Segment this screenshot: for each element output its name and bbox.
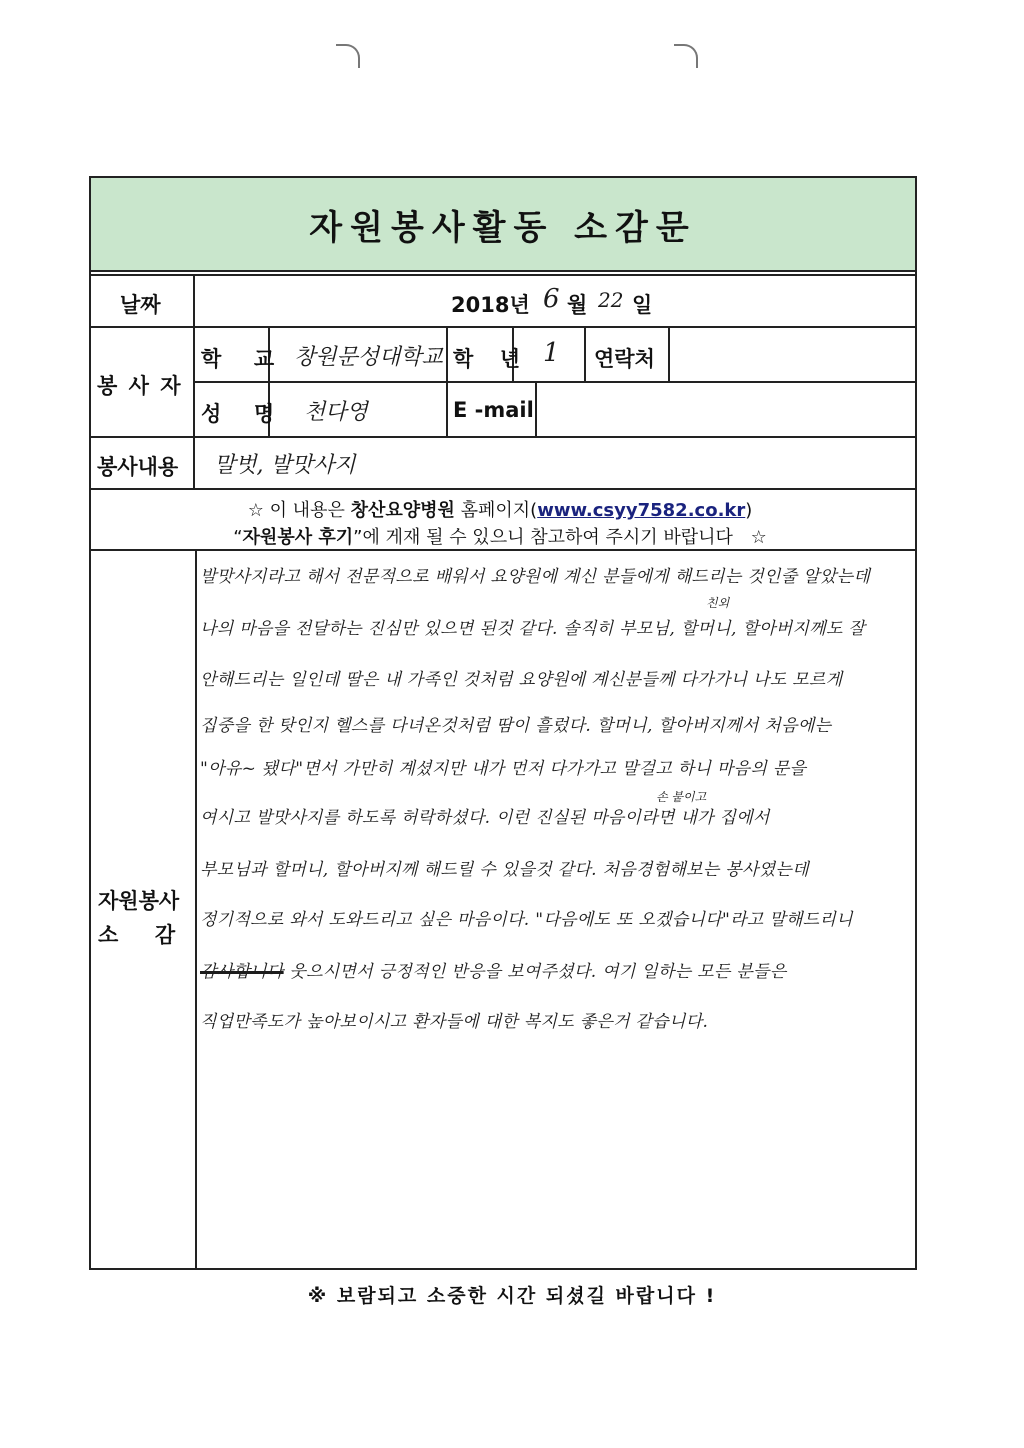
impression-line: 안해드리는 일인데 딸은 내 가족인 것처럼 요양원에 계신분들께 다가가니 나도 모르게 — [200, 670, 843, 690]
grade-value[interactable]: 1 — [543, 338, 560, 368]
divider — [535, 383, 537, 436]
date-label: 날짜 — [120, 293, 161, 317]
handwritten-insert: 친외 — [706, 596, 730, 610]
impression-line: 정기적으로 와서 도와드리고 싶은 마음이다. "다음에도 또 오겠습니다"라고 말해드리니 — [200, 910, 853, 930]
activity-label: 봉사내용 — [97, 455, 179, 479]
binder-hole-mark-right — [674, 44, 698, 68]
school-value[interactable]: 창원문성대학교 — [294, 345, 443, 370]
divider — [91, 436, 915, 438]
divider — [91, 274, 915, 276]
divider — [584, 328, 586, 381]
impression-line: 발맛사지라고 해서 전문적으로 배워서 요양원에 계신 분들에게 해드리는 것인줄 알았는데 — [200, 567, 871, 587]
handwritten-insert: 손 붙이고 — [656, 790, 707, 804]
star-icon: ☆ — [750, 527, 767, 548]
divider — [91, 488, 915, 490]
hospital-name: 창산요양병원 — [350, 500, 455, 521]
name-value[interactable]: 천다영 — [304, 400, 368, 425]
date-month-unit: 월 — [567, 293, 588, 317]
date-year: 2018년 — [451, 293, 530, 317]
impression-line: "아유~ 됐다"면서 가만히 계셨지만 내가 먼저 다가가고 말걸고 하니 마음의 문을 — [200, 759, 807, 779]
homepage-link[interactable]: www.csyy7582.co.kr — [537, 500, 746, 521]
impression-line: 직업만족도가 높아보이시고 환자들에 대한 복지도 좋은거 같습니다. — [200, 1012, 709, 1032]
grade-label: 학 년 — [453, 347, 525, 371]
divider — [195, 551, 197, 1268]
title-bar — [91, 178, 915, 272]
divider — [91, 549, 915, 551]
star-icon: ☆ — [247, 500, 264, 521]
contact-label: 연락처 — [594, 347, 655, 371]
volunteer-label: 봉 사 자 — [97, 374, 183, 398]
impressions-label-line2: 소 감 — [98, 923, 176, 947]
board-name: 자원봉사 후기 — [242, 527, 354, 548]
impression-line: 여시고 발맛사지를 하도록 허락하셨다. 이런 진실된 마음이라면 내가 집에서 — [200, 808, 770, 828]
divider — [668, 328, 670, 381]
line-remainder: 웃으시면서 긍정적인 반응을 보여주셨다. 여기 일하는 모든 분들은 — [289, 962, 787, 982]
form-title: 자원봉사활동 소감문 — [309, 207, 697, 248]
struck-out-word: 감사합니다 — [200, 962, 284, 982]
binder-hole-mark-left — [336, 44, 360, 68]
divider — [446, 328, 448, 436]
date-month-value[interactable]: 6 — [543, 284, 560, 314]
impression-line: 부모님과 할머니, 할아버지께 해드릴 수 있을것 같다. 처음경험해보는 봉사였는데 — [200, 860, 809, 880]
notice-line-2: “자원봉사 후기”에 게재 될 수 있으니 참고하여 주시기 바랍니다 ☆ — [233, 527, 767, 548]
date-day-unit: 일 — [632, 293, 653, 317]
divider — [91, 326, 915, 328]
impressions-label-line1: 자원봉사 — [98, 889, 180, 913]
notice-line-1: ☆ 이 내용은 창산요양병원 홈페이지(www.csyy7582.co.kr) — [247, 500, 753, 521]
impression-line: 나의 마음을 전달하는 진심만 있으면 된것 같다. 솔직히 부모님, 할머니, 할아버지께도 잘 — [200, 619, 866, 639]
divider — [193, 276, 195, 488]
date-day-value[interactable]: 22 — [598, 288, 624, 312]
activity-value[interactable]: 말벗, 발맛사지 — [214, 453, 356, 478]
divider — [195, 381, 915, 383]
email-label: E -mail — [453, 398, 534, 422]
impression-line: 집중을 한 탓인지 헬스를 다녀온것처럼 땀이 흘렀다. 할머니, 할아버지께서 처음에는 — [200, 716, 832, 736]
footer-note: ※ 보람되고 소중한 시간 되셨길 바랍니다 ! — [307, 1285, 717, 1307]
name-label: 성 명 — [201, 402, 281, 426]
impression-line — [200, 957, 786, 982]
school-label: 학 교 — [201, 347, 281, 371]
